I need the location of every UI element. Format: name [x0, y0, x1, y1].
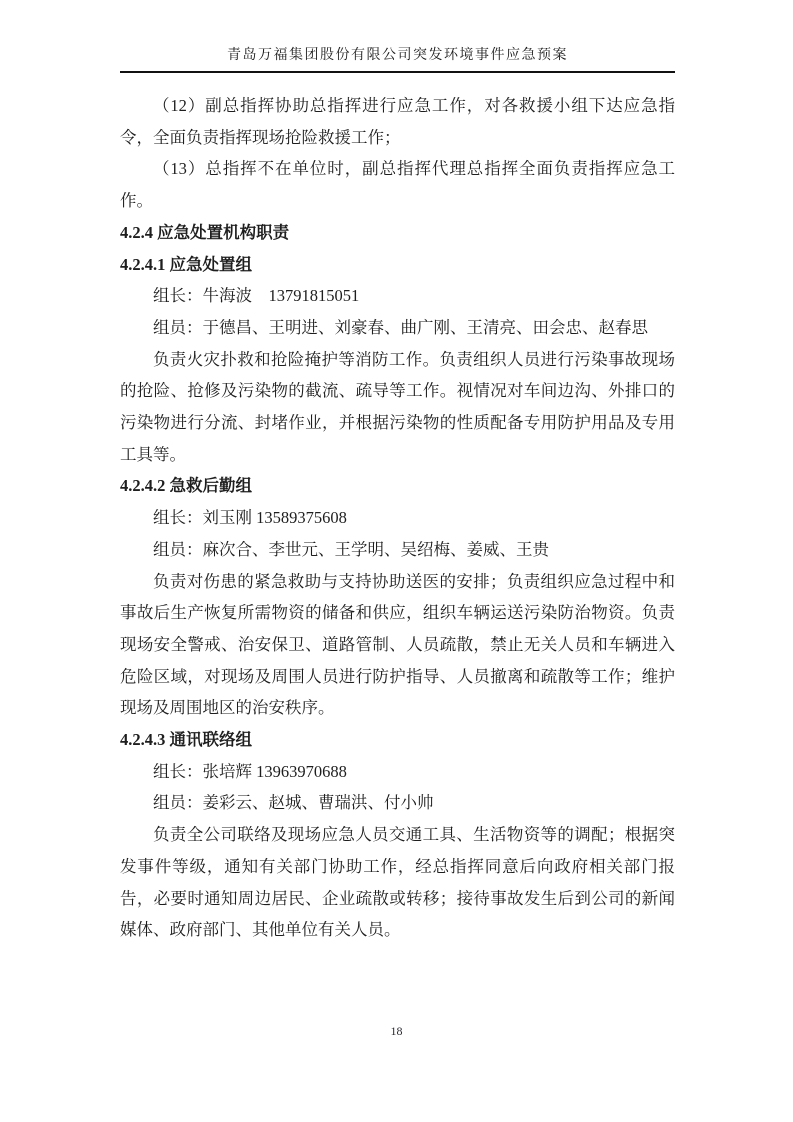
document-header-title: 青岛万福集团股份有限公司突发环境事件应急预案 — [227, 48, 568, 63]
group-duty-paragraph: 负责火灾扑救和抢险掩护等消防工作。负责组织人员进行污染事故现场的抢险、抢修及污染物的截流、疏导等工作。视情况对车间边沟、外排口的污染物进行分流、封堵作业，并根据污染物的性质配备专用防护用品及专用工具等。 — [120, 349, 675, 464]
group-members-line: 组员：于德昌、王明进、刘豪春、曲广刚、王清亮、田会忠、赵春思 — [153, 317, 648, 337]
heading-4-2-4: 4.2.4 应急处置机构职责 — [120, 222, 290, 242]
group-members-line: 组员：麻次合、李世元、王学明、吴绍梅、姜威、王贵 — [153, 539, 549, 559]
paragraph-item-12: （12）副总指挥协助总指挥进行应急工作，对各救援小组下达应急指令，全面负责指挥现场抢险救援工作； — [120, 96, 675, 147]
section-communication-liaison-group — [120, 724, 675, 946]
section-emergency-disposal-group — [120, 249, 675, 471]
page-footer — [0, 1019, 793, 1043]
group-leader-line: 组长：张培辉 13963970688 — [153, 761, 347, 781]
heading-4-2-4-1: 4.2.4.1 应急处置组 — [120, 254, 252, 274]
group-leader-line: 组长：牛海波 13791815051 — [153, 286, 360, 306]
heading-4-2-4-3: 4.2.4.3 通讯联络组 — [120, 730, 252, 750]
group-duty-paragraph: 负责全公司联络及现场应急人员交通工具、生活物资等的调配；根据突发事件等级，通知有关部门协助工作，经总指挥同意后向政府相关部门报告，必要时通知周边居民、企业疏散或转移；接待事故发生后到公司的新闻媒体、政府部门、其他单位有关人员。 — [120, 825, 675, 940]
group-members-line: 组员：姜彩云、赵城、曹瑞洪、付小帅 — [153, 793, 434, 813]
group-leader-line: 组长：刘玉刚 13589375608 — [153, 508, 347, 528]
document-body — [120, 90, 675, 946]
paragraph-item-13: （13）总指挥不在单位时，副总指挥代理总指挥全面负责指挥应急工作。 — [120, 159, 675, 211]
section-first-aid-logistics-group — [120, 470, 675, 724]
page-header — [120, 0, 675, 73]
header-rule — [120, 71, 675, 73]
heading-4-2-4-2: 4.2.4.2 急救后勤组 — [120, 476, 252, 496]
page-number: 18 — [390, 1024, 403, 1038]
group-duty-paragraph: 负责对伤患的紧急救助与支持协助送医的安排；负责组织应急过程中和事故后生产恢复所需物资的储备和供应，组织车辆运送污染防治物资。负责现场安全警戒、治安保卫、道路管制、人员疏散，禁止无关人员和车辆进入危险区域，对现场及周围人员进行防护指导、人员撤离和疏散等工作；维护现场及周围地区的治安秩序。 — [120, 571, 675, 718]
